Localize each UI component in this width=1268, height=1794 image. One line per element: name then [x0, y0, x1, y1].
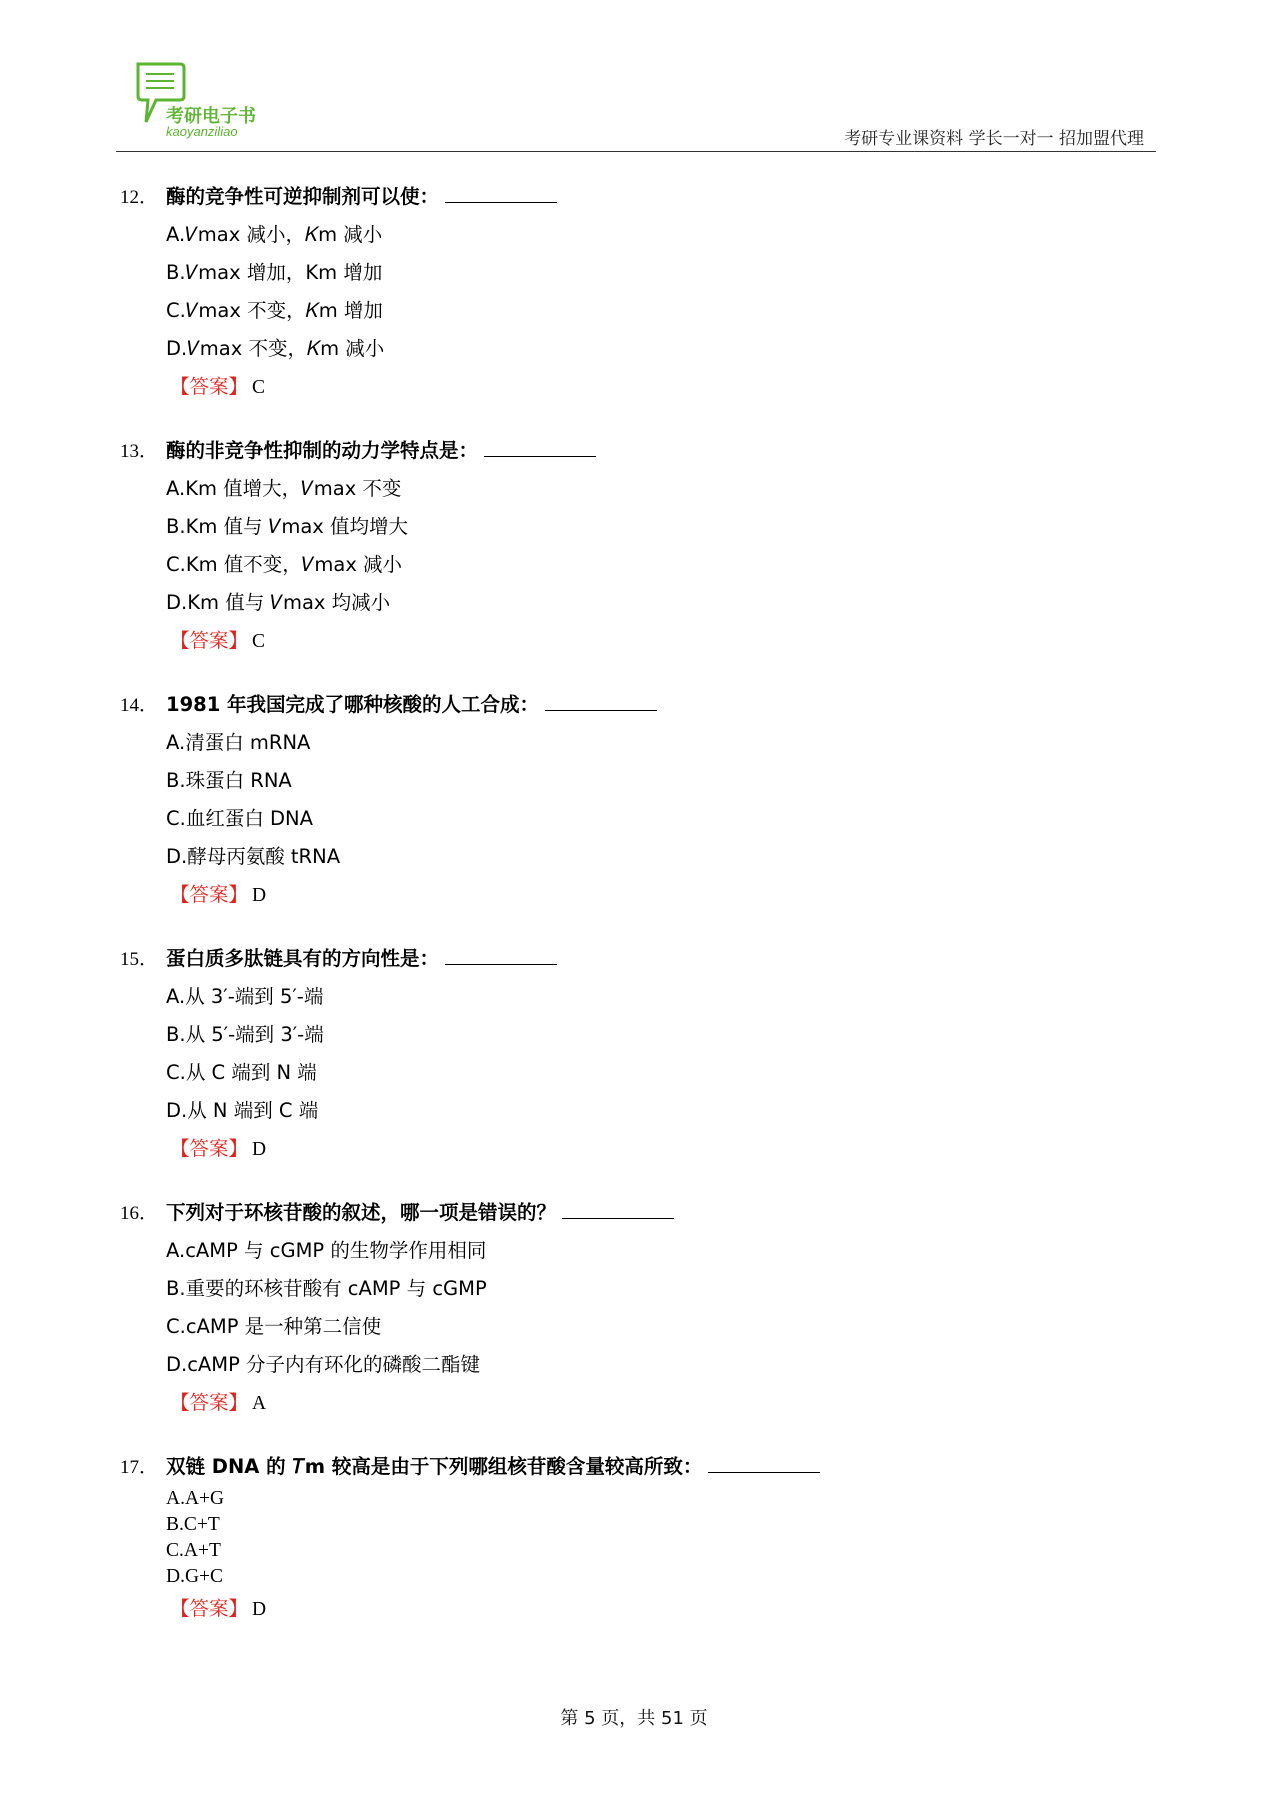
question-17 [120, 1448, 1120, 1628]
logo-text-cn: 考研电子书 [166, 106, 256, 127]
option-c: C.cAMP 是一种第二信使 [166, 1315, 382, 1338]
option-c: C.𝑉max 不变，𝐾m 增加 [166, 299, 383, 322]
answer-value: A [252, 1393, 267, 1414]
question-number: 12． [120, 187, 159, 208]
answer-blank [445, 950, 557, 965]
answer-value: D [252, 885, 267, 906]
question-text: 双链 DNA 的 𝑇m 较高是由于下列哪组核苷酸含量较高所致： [166, 1455, 703, 1478]
answer-blank [484, 442, 596, 457]
question-text: 酶的非竞争性抑制的动力学特点是： [166, 439, 479, 462]
answer-blank [708, 1458, 820, 1473]
question-stem [120, 1448, 1120, 1486]
option-c: C.A+T [166, 1540, 221, 1561]
question-15 [120, 940, 1120, 1168]
option-d: D.从 N 端到 C 端 [166, 1099, 319, 1122]
question-12 [120, 178, 1120, 406]
question-stem [120, 686, 1120, 724]
question-stem [120, 178, 1120, 216]
answer-blank [445, 188, 557, 203]
question-16 [120, 1194, 1120, 1422]
question-list [120, 178, 1120, 1628]
answer-label: 【答案】 [170, 375, 249, 398]
answer-line [170, 368, 1120, 406]
question-number: 14． [120, 695, 159, 716]
question-text: 酶的竞争性可逆抑制剂可以使： [166, 185, 440, 208]
answer-label: 【答案】 [170, 1391, 249, 1414]
question-number: 15． [120, 949, 159, 970]
answer-blank [562, 1204, 674, 1219]
option-a: A.Km 值增大，𝑉max 不变 [166, 477, 402, 500]
question-13 [120, 432, 1120, 660]
option-d: D.𝑉max 不变，𝐾m 减小 [166, 337, 385, 360]
answer-label: 【答案】 [170, 1597, 249, 1620]
option-b: B.珠蛋白 RNA [166, 769, 292, 792]
question-14 [120, 686, 1120, 914]
question-number: 16． [120, 1203, 159, 1224]
option-d: D.酵母丙氨酸 tRNA [166, 845, 341, 868]
answer-line [170, 876, 1120, 914]
answer-line [170, 622, 1120, 660]
page-header [116, 58, 1156, 154]
question-stem [120, 432, 1120, 470]
option-b: B.C+T [166, 1514, 220, 1535]
answer-label: 【答案】 [170, 883, 249, 906]
answer-value: D [252, 1139, 267, 1160]
question-text: 蛋白质多肽链具有的方向性是： [166, 947, 440, 970]
page-footer: 第 5 页，共 51 页 [560, 1708, 708, 1729]
option-c: C.Km 值不变，𝑉max 减小 [166, 553, 403, 576]
question-text: 下列对于环核苷酸的叙述，哪一项是错误的？ [166, 1201, 557, 1224]
question-text: 1981 年我国完成了哪种核酸的人工合成： [166, 693, 540, 716]
header-slogan: 考研专业课资料 学长一对一 招加盟代理 [844, 129, 1144, 149]
option-d: D.Km 值与 𝑉max 均减小 [166, 591, 391, 614]
option-a: A.从 3′-端到 5′-端 [166, 985, 324, 1008]
option-c: C.从 C 端到 N 端 [166, 1061, 317, 1084]
answer-line [170, 1130, 1120, 1168]
answer-value: C [252, 377, 266, 398]
answer-blank [545, 696, 657, 711]
answer-label: 【答案】 [170, 629, 249, 652]
option-b: B.重要的环核苷酸有 cAMP 与 cGMP [166, 1277, 487, 1300]
answer-value: D [252, 1599, 267, 1620]
option-a: A.𝑉max 减小，𝐾m 减小 [166, 223, 383, 246]
question-stem [120, 940, 1120, 978]
option-b: B.𝑉max 增加，Km 增加 [166, 261, 383, 284]
answer-line [170, 1590, 1120, 1628]
option-b: B.Km 值与 𝑉max 值均增大 [166, 515, 409, 538]
option-d: D.G+C [166, 1566, 224, 1587]
option-a: A.cAMP 与 cGMP 的生物学作用相同 [166, 1239, 487, 1262]
option-c: C.血红蛋白 DNA [166, 807, 313, 830]
answer-value: C [252, 631, 266, 652]
option-a: A.清蛋白 mRNA [166, 731, 311, 754]
option-a: A.A+G [166, 1488, 225, 1509]
answer-line [170, 1384, 1120, 1422]
option-b: B.从 5′-端到 3′-端 [166, 1023, 324, 1046]
logo-text-en: kaoyanziliao [166, 124, 238, 139]
question-number: 13． [120, 441, 159, 462]
option-d: D.cAMP 分子内有环化的磷酸二酯键 [166, 1353, 481, 1376]
question-number: 17． [120, 1457, 159, 1478]
header-divider [116, 151, 1156, 152]
question-stem [120, 1194, 1120, 1232]
answer-label: 【答案】 [170, 1137, 249, 1160]
